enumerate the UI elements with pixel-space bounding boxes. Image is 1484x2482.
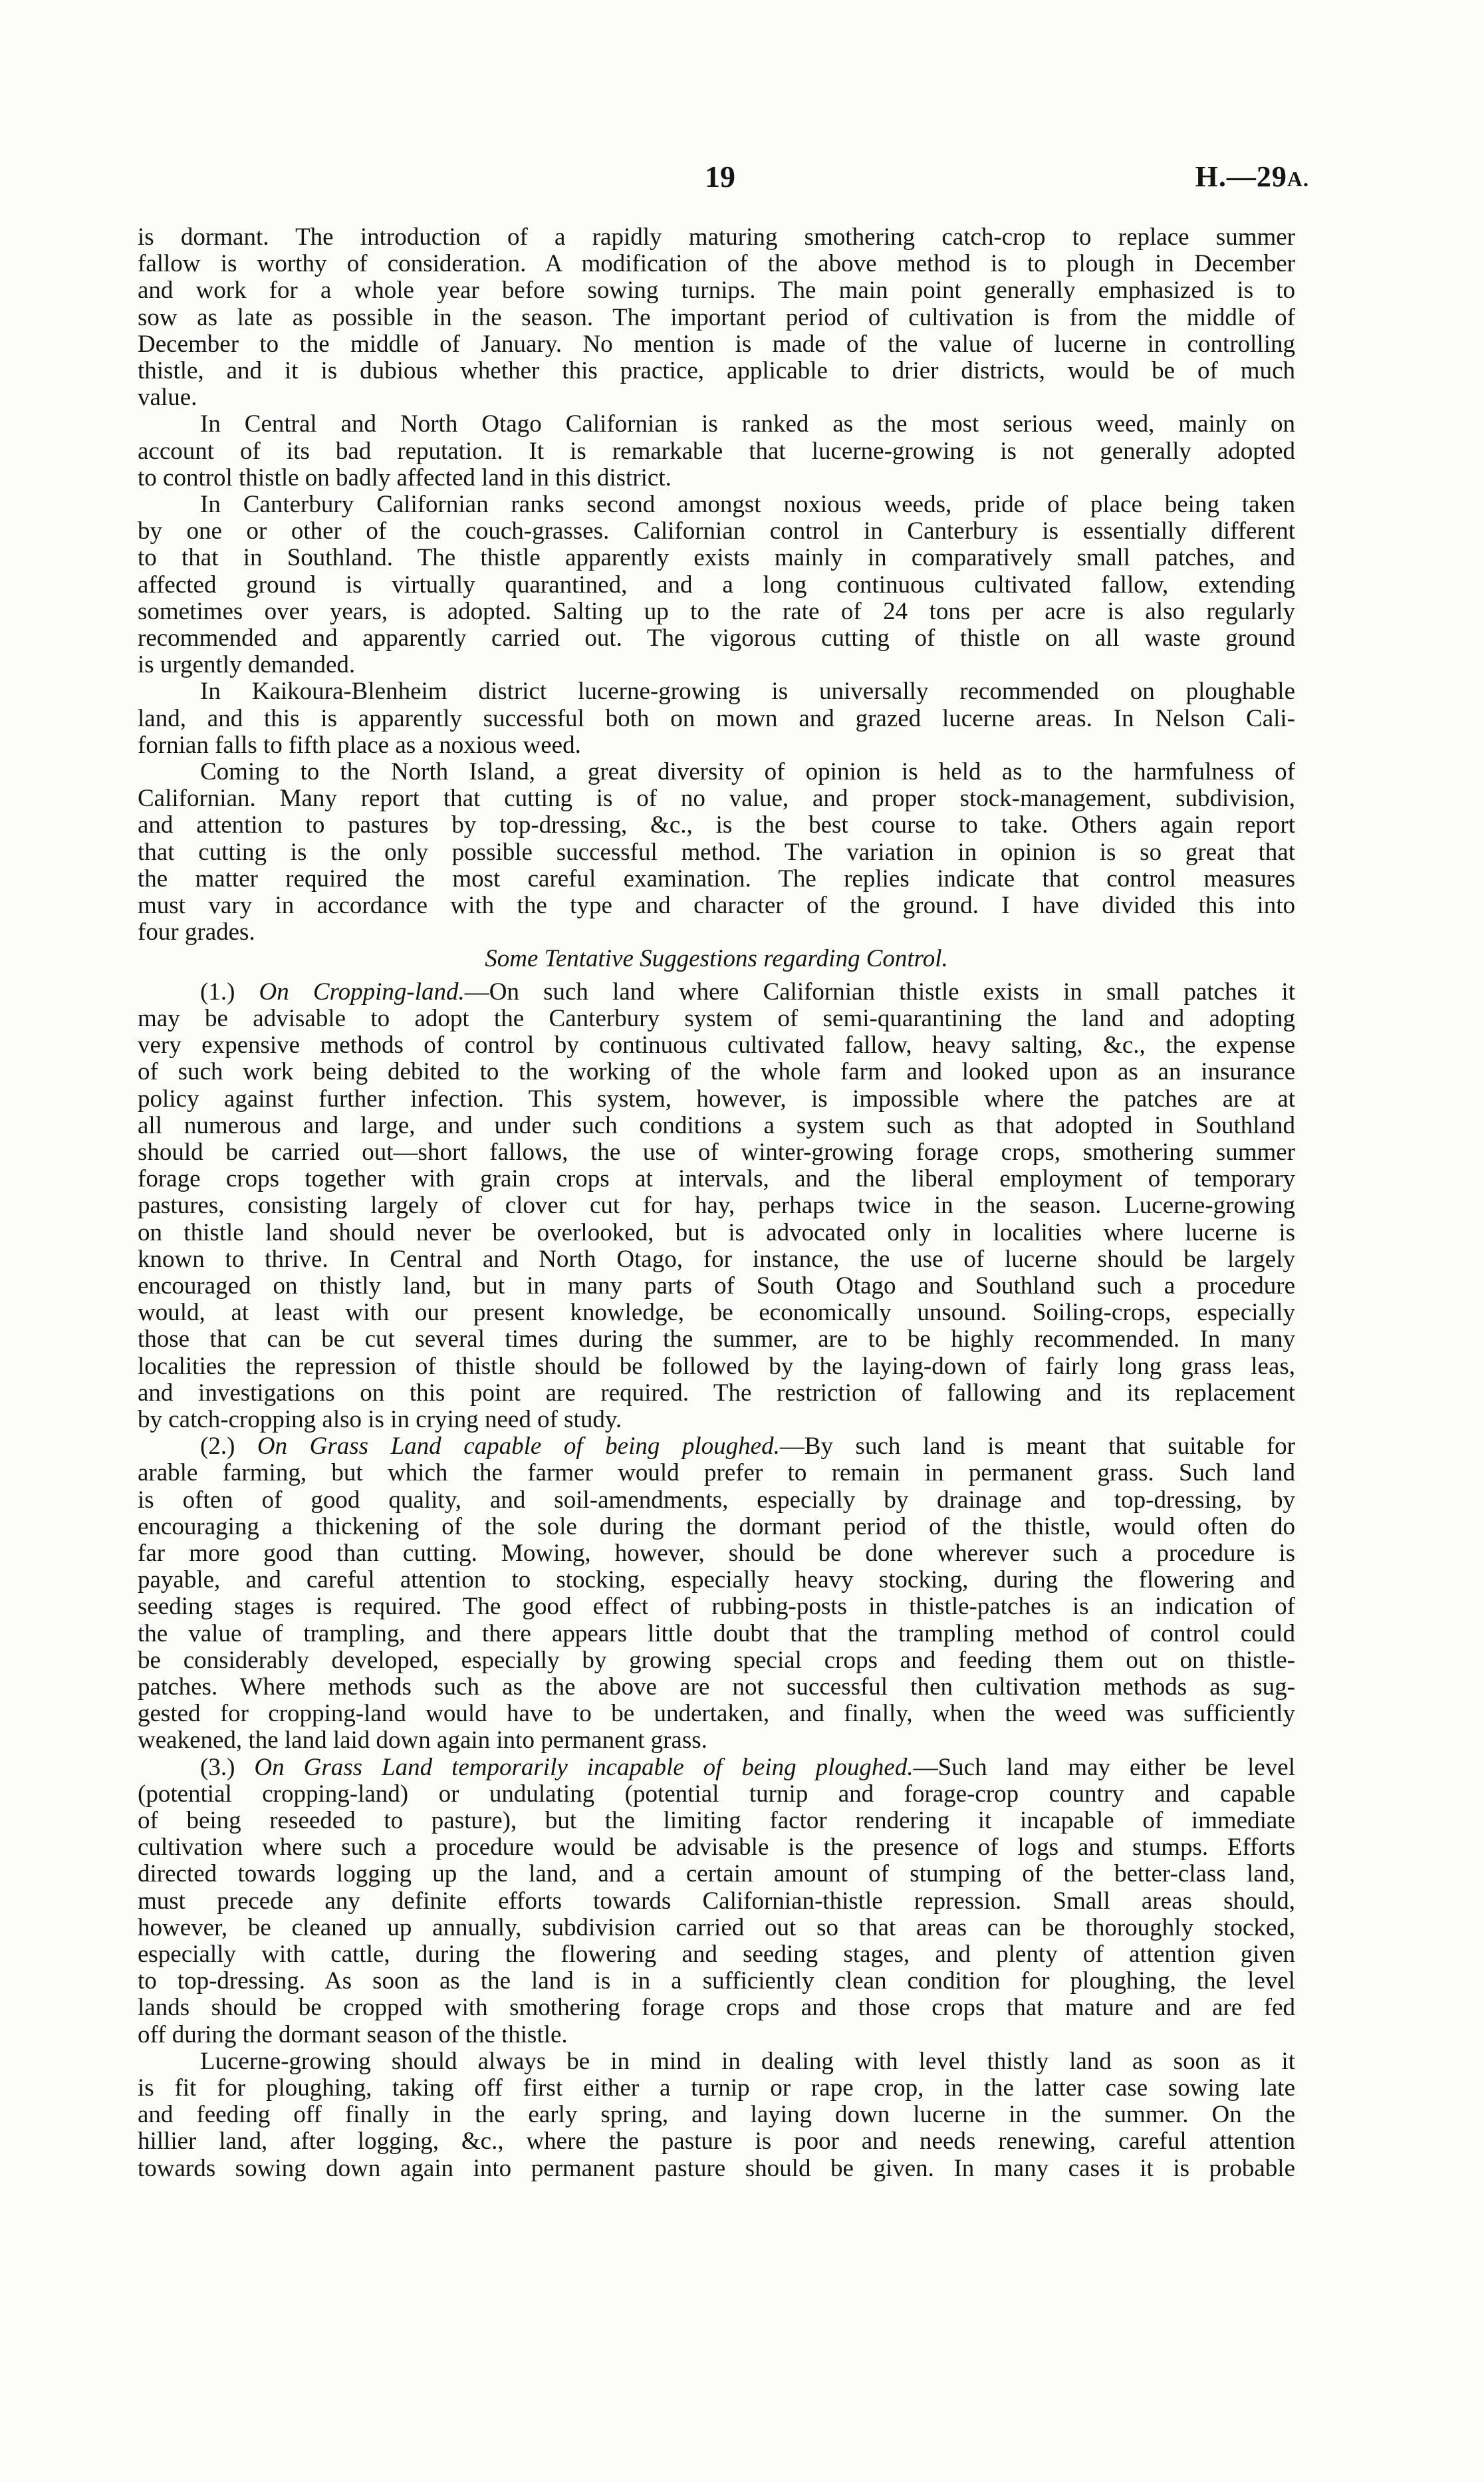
text-line: on thistle land should never be overlooked, but is advocated only in localities where lucerne is: [138, 1218, 1295, 1246]
text-line: by catch-cropping also is in crying need of study.: [138, 1405, 622, 1433]
paragraph: [138, 979, 1295, 1433]
text-line: to that in Southland. The thistle apparently exists mainly in comparatively small patches, and: [138, 544, 1295, 572]
text-line: lands should be cropped with smothering forage crops and those crops that mature and are fed: [138, 1994, 1295, 2022]
text-line: is often of good quality, and soil-amendments, especially by drainage and top-dressing, by: [138, 1486, 1295, 1514]
text-line: payable, and careful attention to stocking, especially heavy stocking, during the flowering and: [138, 1566, 1295, 1594]
page-number: 19: [705, 160, 735, 194]
text-line: December to the middle of January. No mention is made of the value of lucerne in controlling: [138, 330, 1295, 358]
text-line: arable farming, but which the farmer would prefer to remain in permanent grass. Such land: [138, 1459, 1295, 1487]
text-line: account of its bad reputation. It is remarkable that lucerne-growing is not generally adopted: [138, 437, 1295, 465]
italic-subheading: On Grass Land temporarily incapable of being ploughed.: [254, 1753, 914, 1781]
text-line: In Canterbury Californian ranks second amongst noxious weeds, pride of place being taken: [200, 491, 1295, 519]
text-line: that cutting is the only possible successful method. The variation in opinion is so great that: [138, 838, 1295, 866]
line-text: —By such land is meant that suitable for: [779, 1433, 1295, 1460]
text-line: encouraging a thickening of the sole during the dormant period of the thistle, would often do: [138, 1512, 1295, 1540]
text-line: and investigations on this point are required. The restriction of fallowing and its replacement: [138, 1379, 1295, 1407]
section-heading: Some Tentative Suggestions regarding Control.: [485, 945, 948, 973]
text-line: far more good than cutting. Mowing, however, should be done wherever such a procedure is: [138, 1539, 1295, 1567]
text-line: and feeding off finally in the early spring, and laying down lucerne in the summer. On the: [138, 2101, 1295, 2129]
text-line: known to thrive. In Central and North Otago, for instance, the use of lucerne should be largely: [138, 1245, 1295, 1273]
paragraph: [138, 224, 1295, 411]
line-text: (3.): [200, 1753, 255, 1781]
text-line: especially with cattle, during the flowering and seeding stages, and plenty of attention given: [138, 1941, 1295, 1968]
paragraph: [138, 2048, 1295, 2182]
text-line: localities the repression of thistle should be followed by the laying-down of fairly long grass leas,: [138, 1352, 1295, 1380]
text-line: [138, 979, 1295, 1006]
line-text: (1.): [200, 978, 259, 1006]
text-line: forage crops together with grain crops at intervals, and the liberal employment of temporary: [138, 1165, 1295, 1193]
text-line: of being reseeded to pasture), but the limiting factor rendering it incapable of immediate: [138, 1806, 1295, 1834]
text-line: Lucerne-growing should always be in mind in dealing with level thistly land as soon as it: [200, 2047, 1295, 2075]
paragraph: [138, 411, 1295, 491]
text-line: is fit for ploughing, taking off first either a turnip or rape crop, in the latter case sowing late: [138, 2074, 1295, 2102]
paragraph: [138, 1754, 1295, 2048]
text-line: be considerably developed, especially by growing special crops and feeding them out on thistle-: [138, 1646, 1295, 1674]
text-line: all numerous and large, and under such conditions a system such as that adopted in Southland: [138, 1111, 1295, 1139]
italic-subheading: On Cropping-land.: [259, 978, 465, 1006]
text-line: value.: [138, 384, 197, 412]
text-line: those that can be cut several times during the summer, are to be highly recommended. In many: [138, 1325, 1295, 1353]
text-line: is dormant. The introduction of a rapidly maturing smothering catch-crop to replace summer: [138, 223, 1295, 251]
text-line: gested for cropping-land would have to be undertaken, and finally, when the weed was sufficiently: [138, 1700, 1295, 1728]
document-reference-suffix: A.: [1287, 167, 1309, 191]
text-line: sow as late as possible in the season. The important period of cultivation is from the middle of: [138, 303, 1295, 331]
text-line: should be carried out—short fallows, the use of winter-growing forage crops, smothering summer: [138, 1138, 1295, 1166]
text-line: must vary in accordance with the type and character of the ground. I have divided this into: [138, 892, 1295, 920]
text-line: Coming to the North Island, a great diversity of opinion is held as to the harmfulness of: [200, 758, 1295, 786]
text-line: would, at least with our present knowledge, be economically unsound. Soiling-crops, especially: [138, 1299, 1295, 1327]
text-line: weakened, the land laid down again into permanent grass.: [138, 1726, 707, 1754]
document-reference-main: H.—29: [1195, 160, 1287, 193]
text-line: four grades.: [138, 918, 255, 946]
text-line: may be advisable to adopt the Canterbury system of semi-quarantining the land and adopting: [138, 1004, 1295, 1032]
text-line: thistle, and it is dubious whether this practice, applicable to drier districts, would be of much: [138, 357, 1295, 385]
text-line: (potential cropping-land) or undulating (potential turnip and forage-crop country and capable: [138, 1780, 1295, 1808]
text-line: the matter required the most careful examination. The replies indicate that control measures: [138, 865, 1295, 893]
body-text: [138, 224, 1295, 2182]
paragraph: [138, 491, 1295, 678]
paragraph: [138, 1433, 1295, 1754]
text-line: Californian. Many report that cutting is of no value, and proper stock-management, subdivision,: [138, 785, 1295, 813]
text-line: land, and this is apparently successful both on mown and grazed lucerne areas. In Nelson Cali-: [138, 704, 1295, 732]
text-line: seeding stages is required. The good effect of rubbing-posts in thistle-patches is an indication of: [138, 1593, 1295, 1621]
text-line: by one or other of the couch-grasses. Californian control in Canterbury is essentially different: [138, 517, 1295, 545]
text-line: however, be cleaned up annually, subdivision carried out so that areas can be thoroughly stocked,: [138, 1913, 1295, 1941]
text-line: directed towards logging up the land, and a certain amount of stumping of the better-class land,: [138, 1860, 1295, 1888]
text-line: off during the dormant season of the thistle.: [138, 2020, 568, 2048]
text-line: of such work being debited to the working of the whole farm and looked upon as an insurance: [138, 1058, 1295, 1086]
text-line: patches. Where methods such as the above are not successful then cultivation methods as sug-: [138, 1673, 1295, 1701]
text-line: In Central and North Otago Californian is ranked as the most serious weed, mainly on: [200, 410, 1295, 438]
text-line: very expensive methods of control by continuous cultivated fallow, heavy salting, &c., the expense: [138, 1032, 1295, 1059]
text-line: recommended and apparently carried out. The vigorous cutting of thistle on all waste ground: [138, 624, 1295, 652]
text-line: the value of trampling, and there appears little doubt that the trampling method of control could: [138, 1619, 1295, 1647]
text-line: to control thistle on badly affected land in this district.: [138, 464, 672, 491]
text-line: towards sowing down again into permanent pasture should be given. In many cases it is probable: [138, 2154, 1295, 2182]
text-line: cultivation where such a procedure would be advisable is the presence of logs and stumps. Efforts: [138, 1834, 1295, 1862]
italic-subheading: On Grass Land capable of being ploughed.: [257, 1433, 780, 1460]
line-text: (2.): [200, 1433, 257, 1460]
text-line: and work for a whole year before sowing turnips. The main point generally emphasized is to: [138, 277, 1295, 305]
line-text: —On such land where Californian thistle exists in small patches it: [464, 978, 1295, 1006]
paragraph: [138, 759, 1295, 946]
paragraph: [138, 678, 1295, 759]
document-reference: [1195, 158, 1309, 198]
line-text: —Such land may either be level: [913, 1753, 1295, 1781]
text-line: affected ground is virtually quarantined, and a long continuous cultivated fallow, extending: [138, 571, 1295, 599]
text-line: policy against further infection. This system, however, is impossible where the patches are at: [138, 1085, 1295, 1113]
text-line: sometimes over years, is adopted. Salting up to the rate of 24 tons per acre is also regularly: [138, 597, 1295, 625]
text-line: pastures, consisting largely of clover cut for hay, perhaps twice in the season. Lucerne-growing: [138, 1192, 1295, 1220]
text-line: to top-dressing. As soon as the land is in a sufficiently clean condition for ploughing, the level: [138, 1967, 1295, 1995]
text-line: and attention to pastures by top-dressing, &c., is the best course to take. Others again report: [138, 811, 1295, 839]
text-line: encouraged on thistly land, but in many parts of South Otago and Southland such a procedure: [138, 1272, 1295, 1300]
text-line: [138, 1754, 1295, 1781]
text-line: hillier land, after logging, &c., where the pasture is poor and needs renewing, careful attention: [138, 2128, 1295, 2155]
text-line: must precede any definite efforts towards Californian-thistle repression. Small areas should,: [138, 1887, 1295, 1915]
text-line: In Kaikoura-Blenheim district lucerne-growing is universally recommended on ploughable: [200, 678, 1295, 706]
text-line: fornian falls to fifth place as a noxious weed.: [138, 731, 581, 759]
text-line: [138, 1433, 1295, 1460]
text-line: is urgently demanded.: [138, 651, 356, 679]
text-line: fallow is worthy of consideration. A modification of the above method is to plough in December: [138, 250, 1295, 278]
